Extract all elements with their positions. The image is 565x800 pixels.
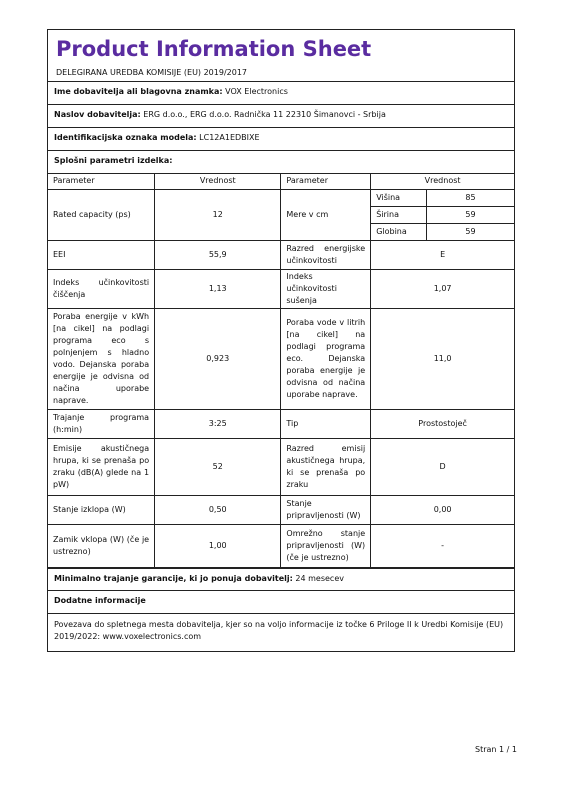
off-mode-label: Stanje izklopa (W) (48, 495, 155, 524)
eei-label: EEI (48, 240, 155, 269)
standby-label: Stanje pripravljenosti (W) (281, 495, 371, 524)
additional-info-label: Dodatne informacije (54, 595, 146, 605)
table-row (48, 308, 514, 409)
networked-standby-label: Omrežno stanje pripravljenosti (W) (če je ustrezno) (281, 524, 371, 567)
water-consumption-label: Poraba vode v litrih [na cikel] na podlagi programa eco. Dejanska poraba energije je odvisna od načina uporabe naprave. (281, 308, 371, 409)
width-value: 59 (427, 206, 514, 223)
height-value: 85 (427, 189, 514, 206)
width-label: Širina (371, 206, 427, 223)
energy-class-label: Razred energijske učinkovitosti (281, 240, 371, 269)
additional-info-header-row (48, 591, 514, 614)
standby-value: 0,00 (371, 495, 514, 524)
supplier-address-value: ERG d.o.o., ERG d.o.o. Radnička 11 22310 Šimanovci - Srbija (143, 110, 386, 119)
rated-capacity-value: 12 (155, 189, 281, 240)
height-label: Višina (371, 189, 427, 206)
col-param-header: Parameter (281, 174, 371, 189)
type-value: Prostostoječ (371, 409, 514, 438)
energy-consumption-value: 0,923 (155, 308, 281, 409)
warranty-value: 24 mesecev (295, 573, 344, 583)
duration-label: Trajanje programa (h:min) (48, 409, 155, 438)
table-row (48, 438, 514, 495)
additional-info-row (48, 614, 514, 651)
additional-info-text: Povezava do spletnega mesta dobavitelja, kjer so na voljo informacije iz točke 6 Priloge II k Uredbi Komisije (EU) 2019/2022: www.voxelectronics.com (54, 619, 504, 641)
table-row (48, 495, 514, 524)
cleaning-index-value: 1,13 (155, 269, 281, 308)
table-row (48, 189, 514, 206)
product-information-sheet (47, 29, 515, 652)
supplier-address-label: Naslov dobavitelja: (54, 110, 141, 119)
general-params-row (48, 151, 514, 174)
delay-start-value: 1,00 (155, 524, 281, 567)
general-params-label: Splošni parametri izdelka: (54, 156, 173, 165)
depth-label: Globina (371, 223, 427, 240)
warranty-label: Minimalno trajanje garancije, ki jo ponuja dobavitelj: (54, 573, 293, 583)
delay-start-label: Zamik vklopa (W) (če je ustrezno) (48, 524, 155, 567)
table-header-row (48, 174, 514, 189)
noise-value: 52 (155, 438, 281, 495)
dimensions-label: Mere v cm (281, 189, 371, 240)
table-row (48, 240, 514, 269)
energy-class-value: E (371, 240, 514, 269)
supplier-name-value: VOX Electronics (225, 87, 288, 96)
supplier-name-row (48, 82, 514, 105)
page-title: Product Information Sheet (56, 37, 372, 61)
model-identifier-row (48, 128, 514, 151)
warranty-row (48, 568, 514, 591)
cleaning-index-label: Indeks učinkovitosti čiščenja (48, 269, 155, 308)
type-label: Tip (281, 409, 371, 438)
table-row (48, 524, 514, 567)
regulation-subtitle: DELEGIRANA UREDBA KOMISIJE (EU) 2019/2017 (56, 68, 247, 77)
page-number: Stran 1 / 1 (475, 745, 517, 754)
noise-class-label: Razred emisij akustičnega hrupa, ki se prenaša po zraku (281, 438, 371, 495)
eei-value: 55,9 (155, 240, 281, 269)
col-value-header: Vrednost (155, 174, 281, 189)
noise-label: Emisije akustičnega hrupa, ki se prenaša po zraku (dB(A) glede na 1 pW) (48, 438, 155, 495)
water-consumption-value: 11,0 (371, 308, 514, 409)
parameters-table (48, 174, 514, 568)
supplier-address-row (48, 105, 514, 128)
model-identifier-label: Identifikacijska oznaka modela: (54, 133, 197, 142)
depth-value: 59 (427, 223, 514, 240)
model-identifier-value: LC12A1EDBIXE (199, 133, 260, 142)
duration-value: 3:25 (155, 409, 281, 438)
drying-index-label: Indeks učinkovitosti sušenja (281, 269, 371, 308)
energy-consumption-label: Poraba energije v kWh [na cikel] na podlagi programa eco s polnjenjem s hladno vodo. Dejanska poraba energije je odvisna od načina uporabe naprave. (48, 308, 155, 409)
drying-index-value: 1,07 (371, 269, 514, 308)
networked-standby-value: - (371, 524, 514, 567)
title-block (48, 30, 514, 82)
noise-class-value: D (371, 438, 514, 495)
col-value-header: Vrednost (371, 174, 514, 189)
supplier-name-label: Ime dobavitelja ali blagovna znamka: (54, 87, 223, 96)
off-mode-value: 0,50 (155, 495, 281, 524)
table-row (48, 269, 514, 308)
table-row (48, 409, 514, 438)
rated-capacity-label: Rated capacity (ps) (48, 189, 155, 240)
col-param-header: Parameter (48, 174, 155, 189)
